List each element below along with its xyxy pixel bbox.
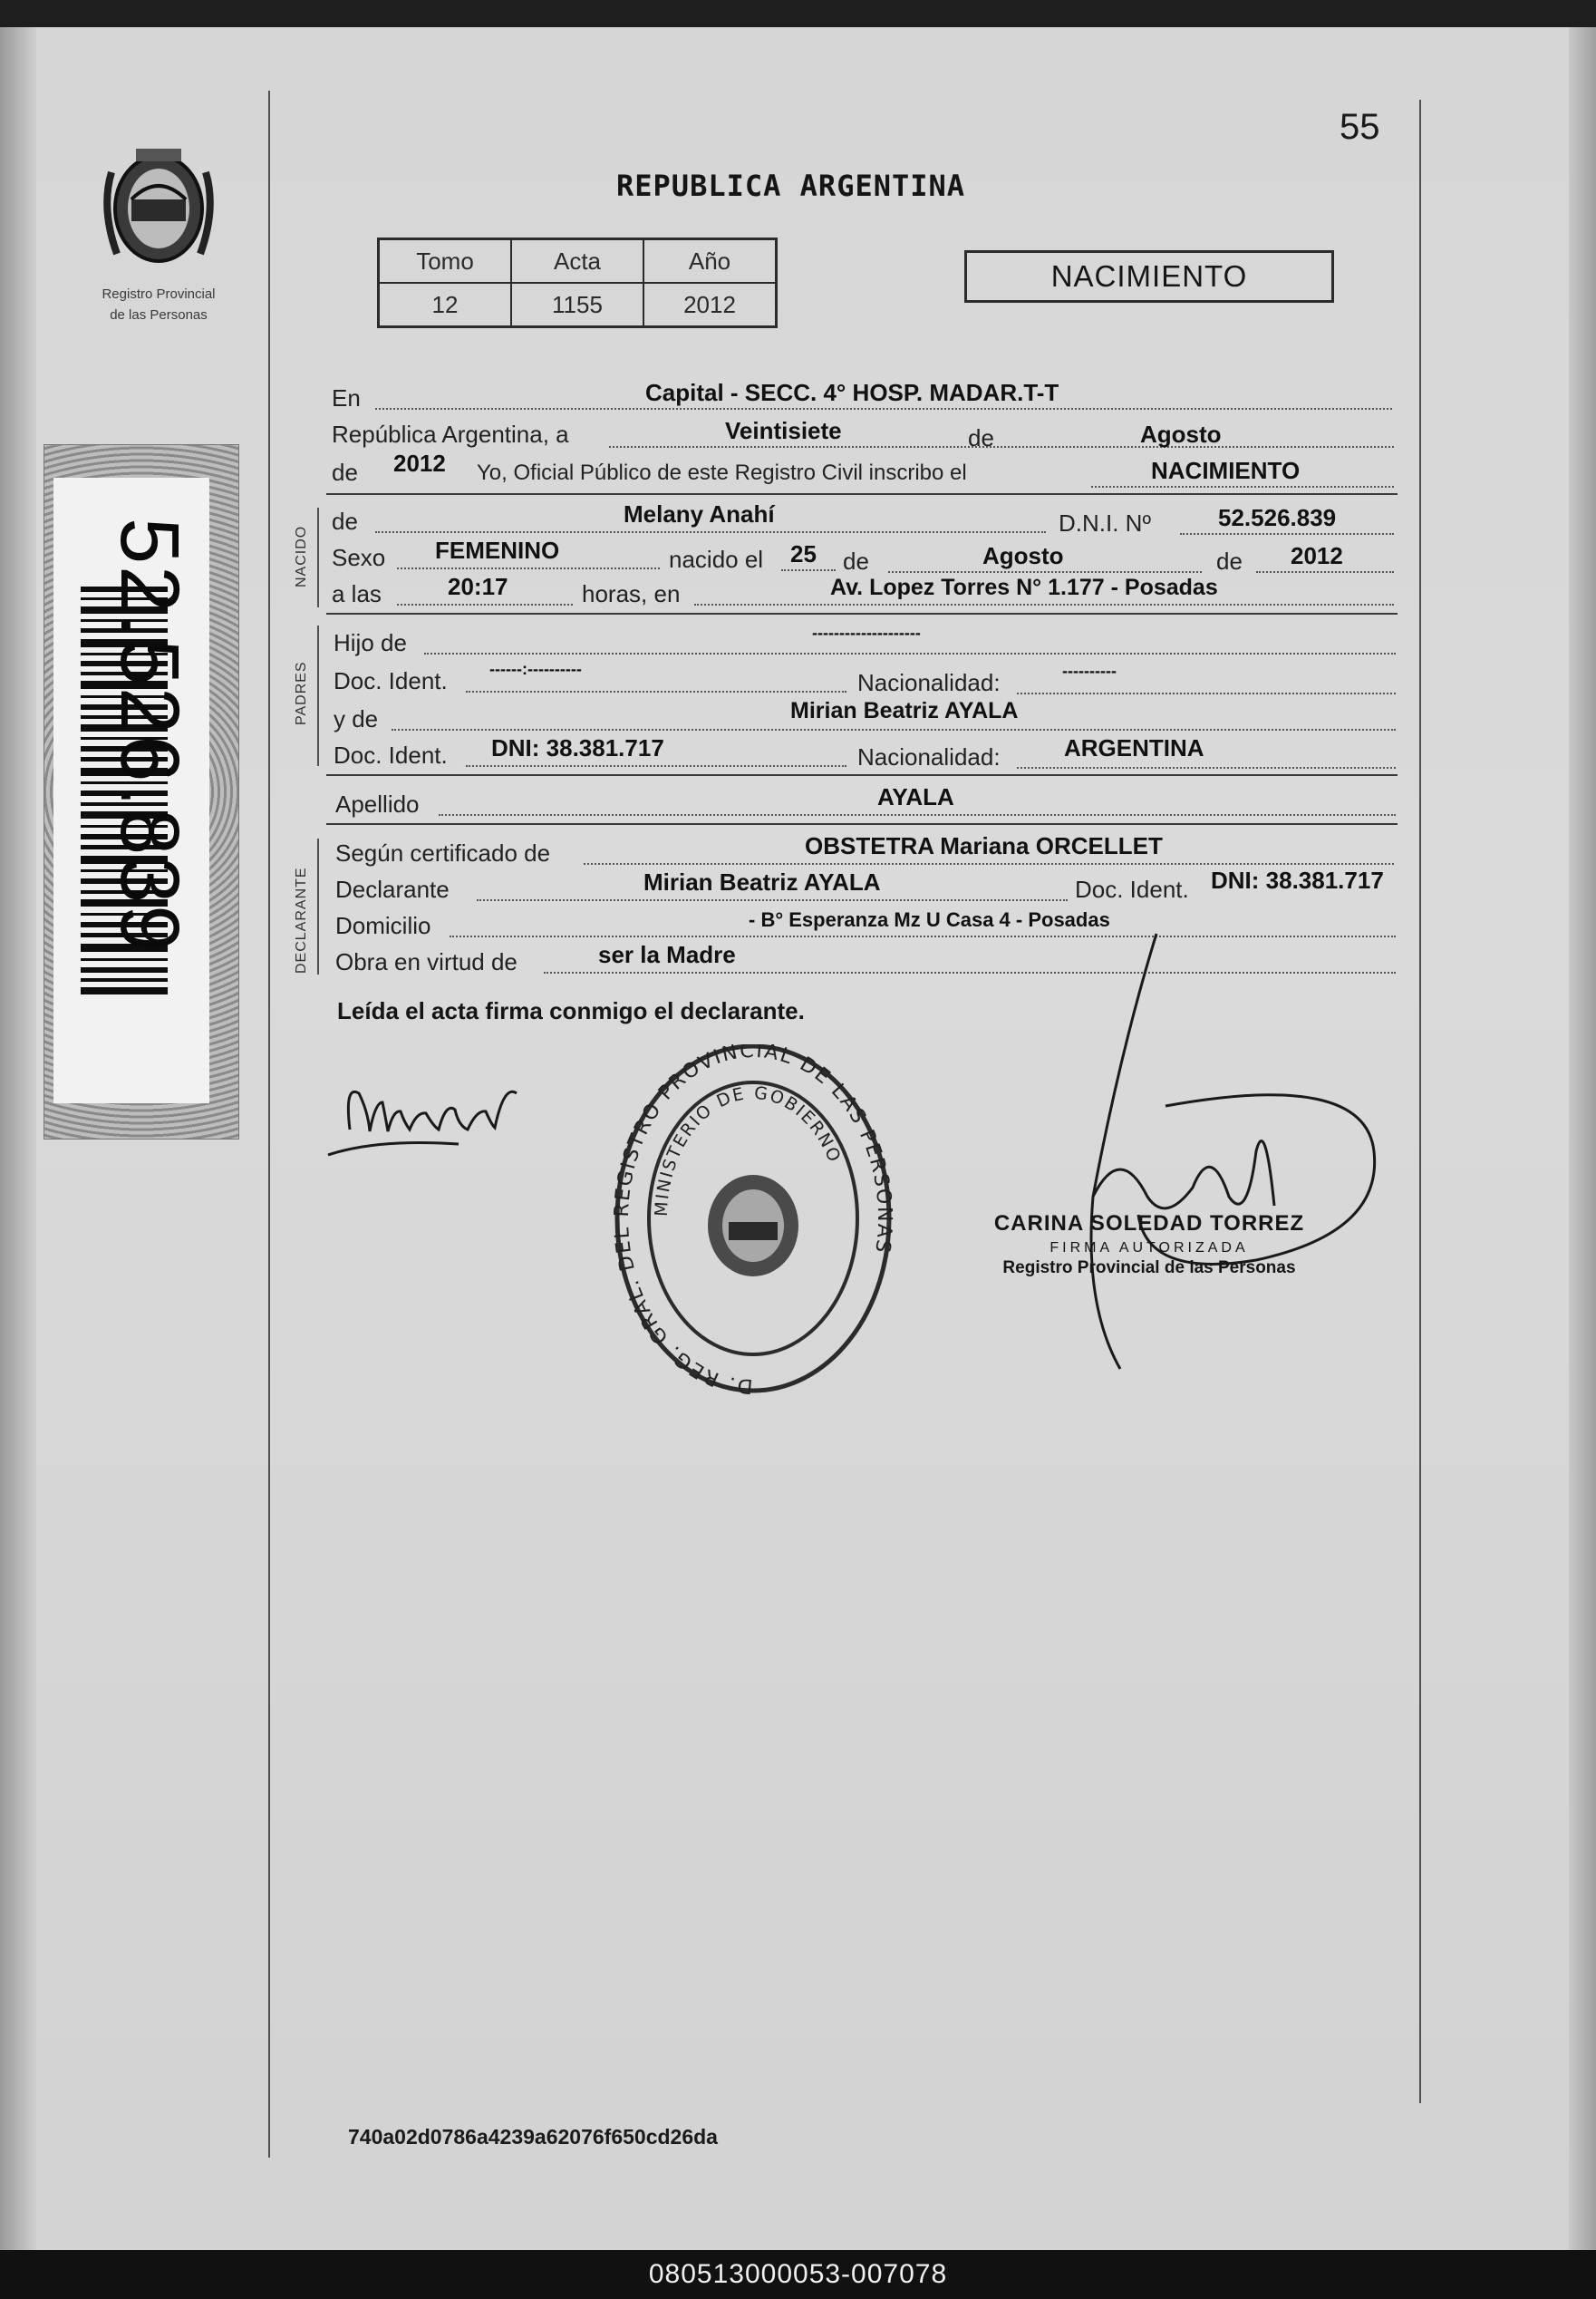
nacido-dni: 52.526.839 — [1218, 504, 1337, 531]
official-name: CARINA SOLEDAD TORREZ — [993, 1211, 1305, 1236]
barcode-card — [53, 478, 209, 1103]
doc1-value: ------:---------- — [489, 660, 582, 678]
cert-dots — [584, 863, 1394, 865]
oficial-text: Yo, Oficial Público de este Registro Civil inscribo el — [477, 461, 967, 485]
cert-value: OBSTETRA Mariana ORCELLET — [805, 832, 1163, 859]
nacido-nombre: Melany Anahí — [624, 500, 775, 528]
document-hash: 740a02d0786a4239a62076f650cd26da — [348, 2125, 718, 2149]
province-crest-icon — [95, 136, 222, 281]
horas-label: horas, en — [582, 580, 681, 607]
official-role: FIRMA AUTORIZADA — [1049, 1240, 1249, 1256]
margin-line-right — [1419, 100, 1421, 2103]
nacido-hora: 20:17 — [448, 573, 508, 600]
mes-dots — [888, 571, 1202, 573]
section-label-padres: PADRES — [294, 661, 309, 725]
acta-de2-label: de — [332, 459, 358, 486]
book-right-edge — [1569, 27, 1596, 2250]
dom-value: - B° Esperanza Mz U Casa 4 - Posadas — [749, 908, 1110, 931]
doc2-label: Doc. Ident. — [334, 742, 448, 769]
nacido-de3-label: de — [1216, 548, 1243, 575]
divider-nacido — [326, 613, 1398, 615]
registro-table — [377, 238, 778, 328]
registro-label-anio: Año — [643, 239, 777, 284]
registry-seal — [613, 1044, 894, 1402]
nacido-de-label: de — [332, 508, 358, 535]
nacido-sexo: FEMENINO — [435, 537, 560, 564]
dia-value: Veintisiete — [725, 417, 842, 444]
nac1-label: Nacionalidad: — [857, 669, 1001, 696]
registro-label-tomo: Tomo — [379, 239, 512, 284]
obra-value: ser la Madre — [598, 941, 736, 968]
yde-label: y de — [334, 705, 379, 732]
nacido-de-dots — [375, 531, 1046, 533]
seal-inner-text: MINISTERIO DE GOBIERNO — [651, 1082, 846, 1217]
official-org: Registro Provincial de las Personas — [1002, 1258, 1296, 1277]
oficial-dots — [1091, 486, 1394, 488]
decl-label: Declarante — [335, 876, 450, 903]
page-number: 55 — [1340, 107, 1380, 147]
dia-dots — [781, 569, 836, 571]
hijo-dots — [424, 653, 1396, 655]
book-left-edge — [0, 27, 36, 2250]
nacido-el-label: nacido el — [669, 546, 764, 573]
nac2-dots — [1017, 767, 1396, 769]
dni-label: D.N.I. Nº — [1059, 509, 1151, 537]
decl-doc-label: Doc. Ident. — [1075, 876, 1189, 903]
registry-crest — [77, 136, 240, 323]
en-value: Capital - SECC. 4° HOSP. MADAR.T-T — [645, 379, 1059, 406]
divider-padres — [326, 774, 1398, 776]
closing-statement: Leída el acta firma conmigo el declarante. — [337, 997, 805, 1024]
anio-value: 2012 — [393, 450, 446, 477]
declarant-signature — [323, 1066, 540, 1175]
section-rule-declarante — [317, 839, 319, 975]
scan-document-id: 080513000053-007078 — [0, 2250, 1596, 2299]
barcode-number: 52.526.839 — [103, 518, 196, 954]
madre-dots — [392, 729, 1396, 731]
margin-line-left — [268, 91, 270, 2158]
nacido-dia: 25 — [790, 540, 817, 567]
en-dots — [375, 408, 1392, 410]
crest-caption-line1: Registro Provincial — [102, 286, 216, 302]
section-rule-nacido — [317, 508, 319, 607]
decl-value: Mirian Beatriz AYALA — [643, 868, 881, 896]
apellido-label: Apellido — [335, 791, 420, 818]
registro-value-tomo: 12 — [379, 283, 512, 327]
sexo-label: Sexo — [332, 544, 386, 571]
crest-caption-line2: de las Personas — [110, 307, 208, 323]
official-block — [986, 1211, 1312, 1278]
decl-dots — [477, 899, 1068, 901]
apellido-value: AYALA — [877, 783, 954, 810]
registro-value-row — [379, 283, 777, 327]
seal-outer-text: D. REG. GRAL. DEL REGISTRO PROVINCIAL DE LAS PERSONAS — [613, 1044, 894, 1398]
doc2-value: DNI: 38.381.717 — [491, 734, 664, 761]
barcode-label — [44, 444, 239, 1140]
section-label-declarante: DECLARANTE — [294, 867, 309, 974]
nac2-value: ARGENTINA — [1064, 734, 1204, 761]
doc1-dots — [466, 691, 846, 693]
alas-label: a las — [332, 580, 382, 607]
section-label-nacido: NACIDO — [294, 525, 309, 587]
nacido-mes: Agosto — [982, 542, 1064, 569]
apellido-dots — [439, 814, 1396, 816]
republica-dots — [609, 446, 1394, 448]
dni-dots — [1180, 533, 1394, 535]
seal-icon — [613, 1044, 894, 1398]
hora-dots — [397, 604, 573, 606]
divider-apellido — [326, 823, 1398, 825]
sexo-dots — [397, 567, 660, 569]
nacido-lugar: Av. Lopez Torres N° 1.177 - Posadas — [830, 575, 1218, 600]
lugar-dots — [694, 604, 1394, 606]
divider-acta — [326, 493, 1398, 495]
nacido-de2-label: de — [843, 548, 869, 575]
acta-de-label: de — [968, 424, 994, 451]
document-type-box: NACIMIENTO — [964, 250, 1334, 303]
hijo-value: -------------------- — [812, 624, 921, 642]
nac1-value: ---------- — [1062, 662, 1117, 680]
decl-doc-value: DNI: 38.381.717 — [1211, 867, 1384, 894]
nac2-label: Nacionalidad: — [857, 743, 1001, 771]
en-label: En — [332, 384, 361, 412]
registro-label-acta: Acta — [511, 239, 643, 284]
document-title: REPUBLICA ARGENTINA — [616, 169, 966, 203]
nacido-anio: 2012 — [1291, 542, 1343, 569]
registro-value-acta: 1155 — [511, 283, 643, 327]
official-signature — [984, 925, 1383, 1378]
nac1-dots — [1017, 693, 1396, 694]
republica-label: República Argentina, a — [332, 421, 569, 448]
registro-header-row — [379, 239, 777, 284]
dom-label: Domicilio — [335, 912, 431, 939]
anio-dots — [1256, 571, 1394, 573]
obra-label: Obra en virtud de — [335, 948, 517, 975]
hijo-label: Hijo de — [334, 629, 407, 656]
cert-label: Según certificado de — [335, 839, 551, 867]
doc1-label: Doc. Ident. — [334, 667, 448, 694]
padres-madre: Mirian Beatriz AYALA — [790, 698, 1019, 723]
registro-value-anio: 2012 — [643, 283, 777, 327]
section-rule-padres — [317, 626, 319, 766]
mes-value: Agosto — [1140, 421, 1222, 448]
tipo-value: NACIMIENTO — [1151, 457, 1301, 484]
doc2-dots — [466, 765, 846, 767]
